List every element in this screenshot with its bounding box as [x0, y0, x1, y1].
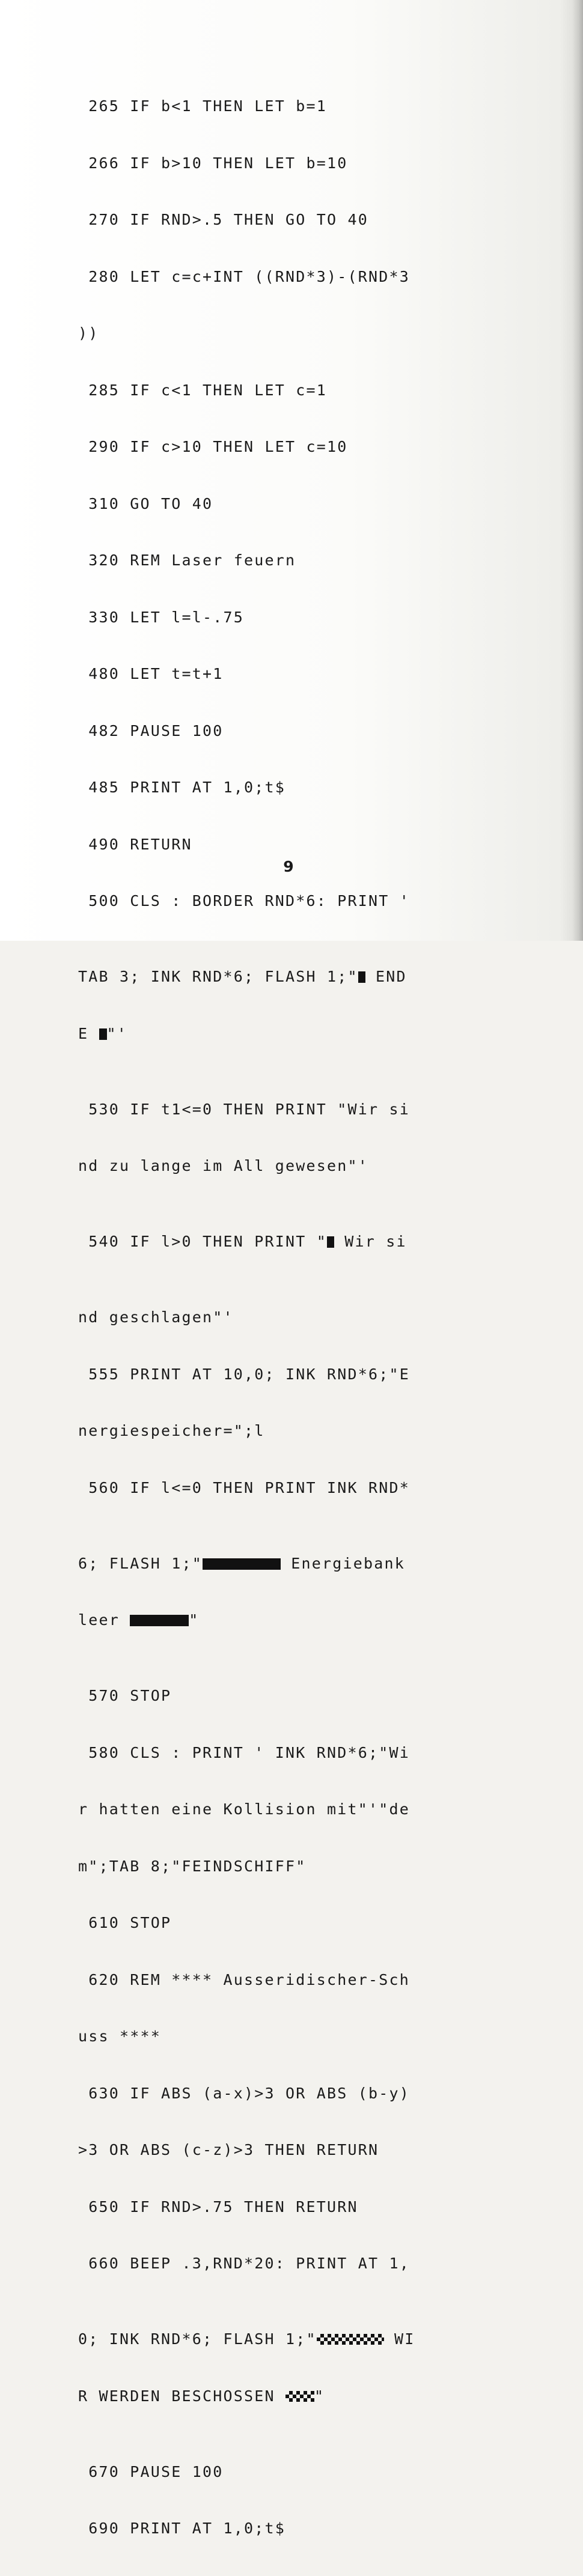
code-text: Energiebank	[281, 1554, 406, 1572]
code-line	[78, 2387, 463, 2406]
code-line: 280 LET c=c+INT ((RND*3)-(RND*3	[78, 267, 411, 285]
code-line: 560 IF l<=0 THEN PRINT INK RND*	[78, 1478, 411, 1496]
checker-graphic-glyph	[285, 2391, 314, 2402]
code-line	[78, 1232, 463, 1251]
code-line: 290 IF c>10 THEN LET c=10	[78, 438, 348, 455]
code-text: "	[189, 1611, 200, 1629]
code-line: 330 LET l=l-.75	[78, 608, 245, 626]
inverse-block-glyph	[358, 971, 365, 983]
code-text: 0; INK RND*6; FLASH 1;"	[78, 2330, 317, 2348]
code-line: 266 IF b>10 THEN LET b=10	[78, 154, 348, 172]
code-line: 555 PRINT AT 10,0; INK RND*6;"E	[78, 1365, 411, 1383]
code-text: TAB 3; INK RND*6; FLASH 1;"	[78, 968, 358, 985]
code-text: WI	[383, 2330, 415, 2348]
code-line	[78, 1024, 463, 1043]
code-text: END	[365, 968, 407, 985]
inverse-block-glyph	[99, 1028, 107, 1040]
code-line: 620 REM **** Ausseridischer-Sch	[78, 1970, 411, 1988]
code-line: ))	[78, 324, 99, 342]
code-line: 610 STOP	[78, 1914, 172, 1931]
code-line: >3 OR ABS (c-z)>3 THEN RETURN	[78, 2141, 379, 2158]
code-line: m";TAB 8;"FEINDSCHIFF"	[78, 1857, 307, 1875]
code-line: 650 IF RND>.75 THEN RETURN	[78, 2198, 358, 2216]
inverse-bar-glyph	[130, 1615, 189, 1626]
page-edge-shadow	[572, 0, 583, 941]
code-line: 570 STOP	[78, 1687, 172, 1704]
code-line: 630 IF ABS (a-x)>3 OR ABS (b-y)	[78, 2084, 411, 2102]
code-line: nd geschlagen"'	[78, 1308, 234, 1326]
code-line: 490 RETURN	[78, 835, 192, 853]
inverse-bar-glyph	[203, 1558, 281, 1570]
code-line: 580 CLS : PRINT ' INK RND*6;"Wi	[78, 1743, 411, 1761]
code-line: 285 IF c<1 THEN LET c=1	[78, 381, 328, 399]
code-line: 265 IF b<1 THEN LET b=1	[78, 97, 328, 115]
code-line	[78, 1554, 463, 1573]
code-line: 482 PAUSE 100	[78, 721, 224, 740]
code-text: E	[78, 1024, 99, 1042]
code-line: uss ****	[78, 2028, 162, 2045]
code-line: 485 PRINT AT 1,0;t$	[78, 779, 286, 796]
code-line: 320 REM Laser feuern	[78, 551, 296, 569]
code-text: leer	[78, 1611, 130, 1629]
code-text: 6; FLASH 1;"	[78, 1554, 203, 1572]
inverse-block-glyph	[327, 1236, 334, 1248]
code-line: 270 IF RND>.5 THEN GO TO 40	[78, 211, 369, 228]
code-line: 500 CLS : BORDER RND*6: PRINT '	[78, 892, 411, 910]
code-line	[78, 1611, 463, 1630]
code-line: 690 PRINT AT 1,0;t$	[78, 2520, 286, 2537]
code-line: 670 PAUSE 100	[78, 2462, 224, 2480]
code-line: nd zu lange im All gewesen"'	[78, 1157, 369, 1174]
code-line: r hatten eine Kollision mit"'"de	[78, 1800, 411, 1818]
code-text: 540 IF l>0 THEN PRINT "	[78, 1233, 328, 1250]
code-line: nergiespeicher=";l	[78, 1422, 265, 1439]
code-line: 310 GO TO 40	[78, 494, 213, 512]
page-number: 9	[283, 858, 294, 875]
checker-graphic-glyph	[317, 2334, 384, 2345]
code-line	[78, 967, 463, 986]
basic-program-listing	[78, 59, 463, 2576]
code-line: 530 IF t1<=0 THEN PRINT "Wir si	[78, 1100, 411, 1118]
code-text: "	[314, 2387, 325, 2405]
code-line: 480 LET t=t+1	[78, 665, 224, 682]
code-line	[78, 2330, 463, 2349]
code-line: 660 BEEP .3,RND*20: PRINT AT 1,	[78, 2255, 411, 2272]
code-text: "'	[106, 1024, 128, 1042]
code-text: Wir si	[334, 1233, 407, 1250]
code-text: R WERDEN BESCHOSSEN	[78, 2387, 286, 2405]
